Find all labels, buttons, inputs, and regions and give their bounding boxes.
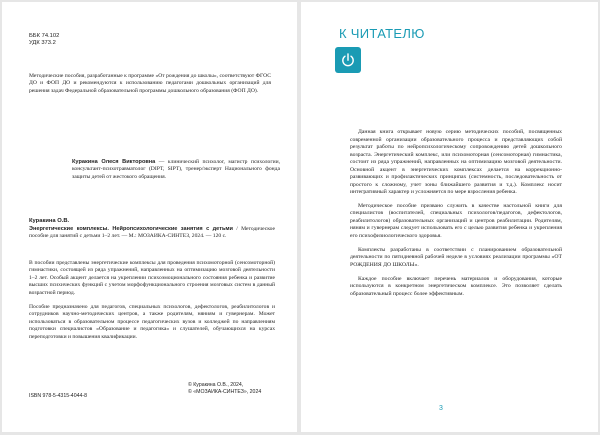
copyright-author: © Куракина О.В., 2024, xyxy=(188,382,244,388)
book-author: Куракина О.В. xyxy=(29,218,70,224)
page-number: 3 xyxy=(439,405,443,412)
page-title: К ЧИТАТЕЛЮ xyxy=(339,26,425,41)
bbk-line: ББК 74.102 xyxy=(29,33,60,39)
right-page xyxy=(301,2,598,432)
left-page xyxy=(2,2,297,432)
reader-text xyxy=(350,129,562,305)
udk-line: УДК 373.2 xyxy=(29,40,56,46)
abstract-paragraph-2: Пособие предназначено для педагогов, специальных психологов, дефектологов, реабилитологов и сотрудников научно-методических центров, а также родителям, няниям и гувернерам. Может использоваться в образовательном процессе педагогических вузов и колледжей по направлениям подготовки специалистов «Образование и педагогика» и слушателей, обучающихся на курсах переподготовки и повышения квалификации. xyxy=(29,304,275,340)
book-bibliography xyxy=(29,226,275,241)
reader-paragraph-1: Данная книга открывает новую серию методических пособий, посвященных современной организации образовательного процесса и представляющих собой результат работы по нейропсихологическому сопровождению детей дошкольного возраста. Энергетический комплекс, или психомоторная (сенсомоторная) гимнастика, состоит из ряда упражнений, направленных на оптимизацию мозговой деятельности. Основной акцент в энергетических комплексах делается на коррекционно-развивающих и профилактических принципах (системность, последовательность от простого к сложному, учет зоны ближайшего развития и т.д.). Комплекс носит интегративный характер и усложняется по мере взросления ребенка. xyxy=(350,129,562,195)
book-publication-info: / Методическое пособие для занятий с детьми 1–2 лет. — М.: МОЗАИКА-СИНТЕЗ, 2024. — 120 с. xyxy=(29,226,275,240)
reader-paragraph-3: Комплекты разработаны в соответствии с планированием образовательной деятельности по пятидневной рабочей неделе в условиях реализации программы «ОТ РОЖДЕНИЯ ДО ШКОЛЫ». xyxy=(350,246,562,268)
copyright-block xyxy=(188,382,288,396)
author-name: Куракина Олеся Викторовна xyxy=(72,159,156,165)
reader-paragraph-4: Каждое пособие включает перечень материалов и оборудования, которые используются в конкретном энергетическом комплексе. Это позволяет сделать образовательный процесс более эффективным. xyxy=(350,275,562,297)
classification-block xyxy=(29,33,59,47)
power-icon xyxy=(340,52,356,68)
isbn: ISBN 978-5-4315-4044-8 xyxy=(29,393,87,399)
copyright-publisher: © «МОЗАИКА-СИНТЕЗ», 2024 xyxy=(188,389,262,395)
abstract-paragraph-1: В пособии представлены энергетические комплексы для проведения психомоторной (сенсомоторной) гимнастики, состоящей из ряда упражнений, направленных на оптимизацию мозговой деятельности 1–2 лет. Особый акцент делается на укреплении психоэмоционального состояния ребенка и развитие высших психических функций с учетом морфофункционального строения мозговых систем в данный возрастной период. xyxy=(29,260,275,296)
author-description: — клинический психолог, магистр психологии, консультант-психотравматолог (DIPT, SIPT), тренер/эксперт Национального фонда защиты детей от жестокого обращения. xyxy=(72,159,280,180)
book-title: Энергетические комплексы. Нейропсихологические занятия с детьми xyxy=(29,226,233,232)
intro-paragraph: Методические пособия, разработанные к программе «От рождения до школы», соответствуют ФГОС ДО и ФОП ДО и рекомендуются к использованию педагогами дошкольных организаций для решения задач Федеральной образовательной программы дошкольного образования (ФОП ДО). xyxy=(29,73,271,94)
power-badge xyxy=(335,47,361,73)
reader-paragraph-2: Методическое пособие призвано служить в качестве настольной книги для специалистов (воспитателей, специальных психологов/педагогов, дефектологов, реабилитологов) образовательных организаций и центров реабилитации. Родителям, няням и гувернерам следует использовать его с целью развития ребенка и укрепления его психофизиологического здоровья. xyxy=(350,202,562,239)
author-info xyxy=(72,159,280,181)
